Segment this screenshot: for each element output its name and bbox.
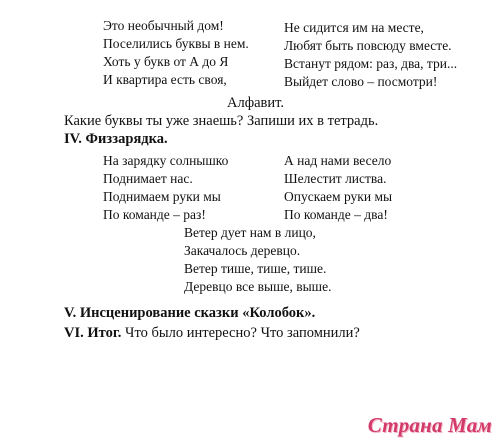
task-text: Какие буквы ты уже знаешь? Запиши их в тетрадь.: [64, 113, 379, 129]
exercise-right-line-2: Шелестит листва.: [284, 171, 387, 186]
exercise-center-line-2: Закачалось деревцо.: [184, 243, 301, 258]
exercise-center-line-1: Ветер дует нам в лицо,: [184, 225, 316, 240]
section-6-title: Итог.: [87, 325, 122, 341]
poem1-right-line-4: Выйдет слово – посмотри!: [284, 74, 438, 89]
poem1-right-line-1: Не сидится им на месте,: [284, 20, 424, 35]
exercise-center-line-3: Ветер тише, тише, тише.: [184, 261, 327, 276]
poem1-left-line-2: Поселились буквы в нем.: [103, 36, 249, 51]
section-5-heading: [64, 306, 315, 321]
poem1-left-line-1: Это необычный дом!: [103, 18, 224, 33]
exercise-left-line-4: По команде – раз!: [103, 207, 206, 222]
exercise-right-line-1: А над нами весело: [284, 153, 392, 168]
poem1-left-line-4: И квартира есть своя,: [103, 72, 227, 87]
exercise-left-line-3: Поднимаем руки мы: [103, 189, 221, 204]
section-5-title: Инсценирование сказки «Колобок».: [79, 305, 316, 321]
exercise-center-line-4: Деревцо все выше, выше.: [184, 279, 332, 294]
section-4-number: IV.: [64, 131, 82, 147]
section-4-heading: [64, 132, 168, 147]
section-6-number: VI.: [64, 325, 84, 341]
exercise-right-line-4: По команде – два!: [284, 207, 388, 222]
exercise-right-line-3: Опускаем руки мы: [284, 189, 393, 204]
poem1-right-line-2: Любят быть повсюду вместе.: [284, 38, 452, 53]
section-6-heading: [64, 326, 360, 341]
poem1-left-line-3: Хоть у букв от А до Я: [103, 54, 229, 69]
exercise-left-line-1: На зарядку солнышко: [103, 153, 229, 168]
poem1-right-line-3: Встанут рядом: раз, два, три...: [284, 56, 458, 71]
section-5-number: V.: [64, 305, 77, 321]
exercise-left-line-2: Поднимает нас.: [103, 171, 193, 186]
section-4-title: Физзарядка.: [85, 131, 168, 147]
section-6-text: Что было интересно? Что запомнили?: [125, 325, 360, 341]
site-watermark: Страна Мам: [367, 413, 492, 437]
poem1-ending: Алфавит.: [227, 95, 285, 111]
